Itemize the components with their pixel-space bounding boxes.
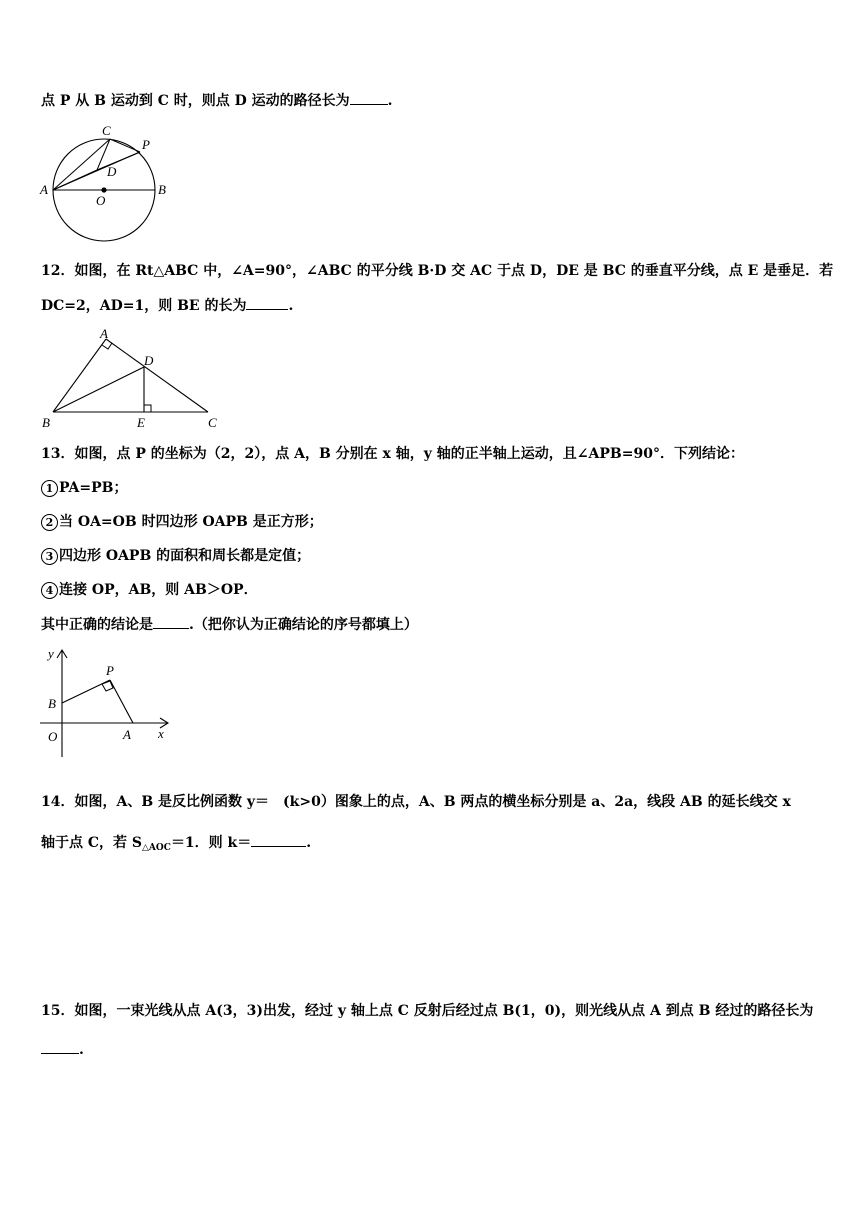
q12-label-e: E bbox=[137, 415, 145, 430]
q12-line2: DC=2，AD=1，则 BE 的长为 . bbox=[41, 295, 293, 316]
q11-center-dot bbox=[101, 187, 106, 192]
q12-bisector-bd bbox=[53, 367, 144, 412]
q13-coordinate-figure bbox=[40, 645, 174, 765]
q11-label-o: O bbox=[96, 193, 106, 208]
q12-right-angle-a bbox=[102, 343, 112, 349]
q11-segment-ac bbox=[53, 139, 110, 190]
q13-label-o: O bbox=[48, 729, 58, 744]
q12-line1: 12．如图，在 Rt△ABC 中，∠A=90°，∠ABC 的平分线 B·D 交 AC 于点 D，DE 是 BC 的垂直平分线，点 E 是垂足．若 bbox=[41, 263, 834, 279]
q11-label-c: C bbox=[102, 123, 111, 138]
q12-side-ab bbox=[53, 339, 106, 412]
q11-label-d: D bbox=[107, 164, 117, 179]
q13-label-p: P bbox=[106, 663, 114, 678]
q14-area-subscript: △AOC bbox=[142, 843, 171, 853]
q11-label-a: A bbox=[40, 182, 48, 197]
q13-statement-2-number: 2 bbox=[41, 514, 58, 531]
q13-statement-3: 3 四边形 OAPB 的面积和周长都是定值； bbox=[41, 546, 310, 566]
q12-right-angle-e bbox=[144, 405, 151, 412]
q12-answer-blank[interactable] bbox=[246, 295, 288, 310]
q13-statement-1: 1 PA=PB； bbox=[41, 478, 127, 498]
q13-statement-3-number: 3 bbox=[41, 548, 58, 565]
q12-label-d: D bbox=[144, 353, 154, 368]
q11-segment-cp bbox=[110, 139, 140, 152]
q13-label-y: y bbox=[48, 646, 54, 661]
q14-answer-blank[interactable] bbox=[251, 832, 306, 847]
q13-line1: 13．如图，点 P 的坐标为（2，2），点 A，B 分别在 x 轴，y 轴的正半轴上运动，且∠APB=90°．下列结论： bbox=[41, 446, 744, 462]
q13-statement-4-number: 4 bbox=[41, 582, 58, 599]
q14-line2: 轴于点 C，若 $S_{\triangle AOC}=1$．则 k＝ . bbox=[41, 832, 311, 858]
q15-answer-blank[interactable] bbox=[41, 1039, 79, 1054]
q12-side-ac bbox=[106, 339, 208, 412]
q12-label-a: A bbox=[100, 326, 108, 341]
q11-answer-blank[interactable] bbox=[350, 90, 388, 105]
q11-label-p: P bbox=[142, 137, 150, 152]
q13-statement-4: 4 连接 OP，AB，则 AB＞OP． bbox=[41, 580, 258, 600]
q11-line1: 点 P 从 B 运动到 C 时，则点 D 运动的路径长为 . bbox=[41, 90, 393, 111]
q12-label-b: B bbox=[42, 415, 50, 430]
q13-label-a: A bbox=[123, 727, 131, 742]
q13-conclusion: 其中正确的结论是 .（把你认为正确结论的序号都填上） bbox=[41, 614, 418, 635]
q12-triangle-figure bbox=[40, 327, 222, 431]
q13-label-x: x bbox=[158, 726, 164, 741]
q11-circle-figure bbox=[36, 125, 176, 247]
q14-line1: 14．如图，A、B 是反比例函数 y＝ (k>0）图象上的点，A、B 两点的横坐标分别是 a、2a，线段 AB 的延长线交 x bbox=[41, 794, 791, 810]
q13-statement-2: 2 当 OA=OB 时四边形 OAPB 是正方形； bbox=[41, 512, 323, 532]
q13-segment-pa bbox=[110, 680, 133, 723]
q13-label-b: B bbox=[48, 696, 56, 711]
q15-line2: . bbox=[41, 1039, 84, 1060]
q11-label-b: B bbox=[158, 182, 166, 197]
q15-line1: 15．如图，一束光线从点 A(3，3)出发，经过 y 轴上点 C 反射后经过点 B(1，0)，则光线从点 A 到点 B 经过的路径长为 bbox=[41, 1003, 814, 1019]
q12-label-c: C bbox=[208, 415, 217, 430]
q13-answer-blank[interactable] bbox=[153, 614, 189, 629]
q11-segment-ad bbox=[53, 170, 97, 190]
q13-statement-1-number: 1 bbox=[41, 480, 58, 497]
